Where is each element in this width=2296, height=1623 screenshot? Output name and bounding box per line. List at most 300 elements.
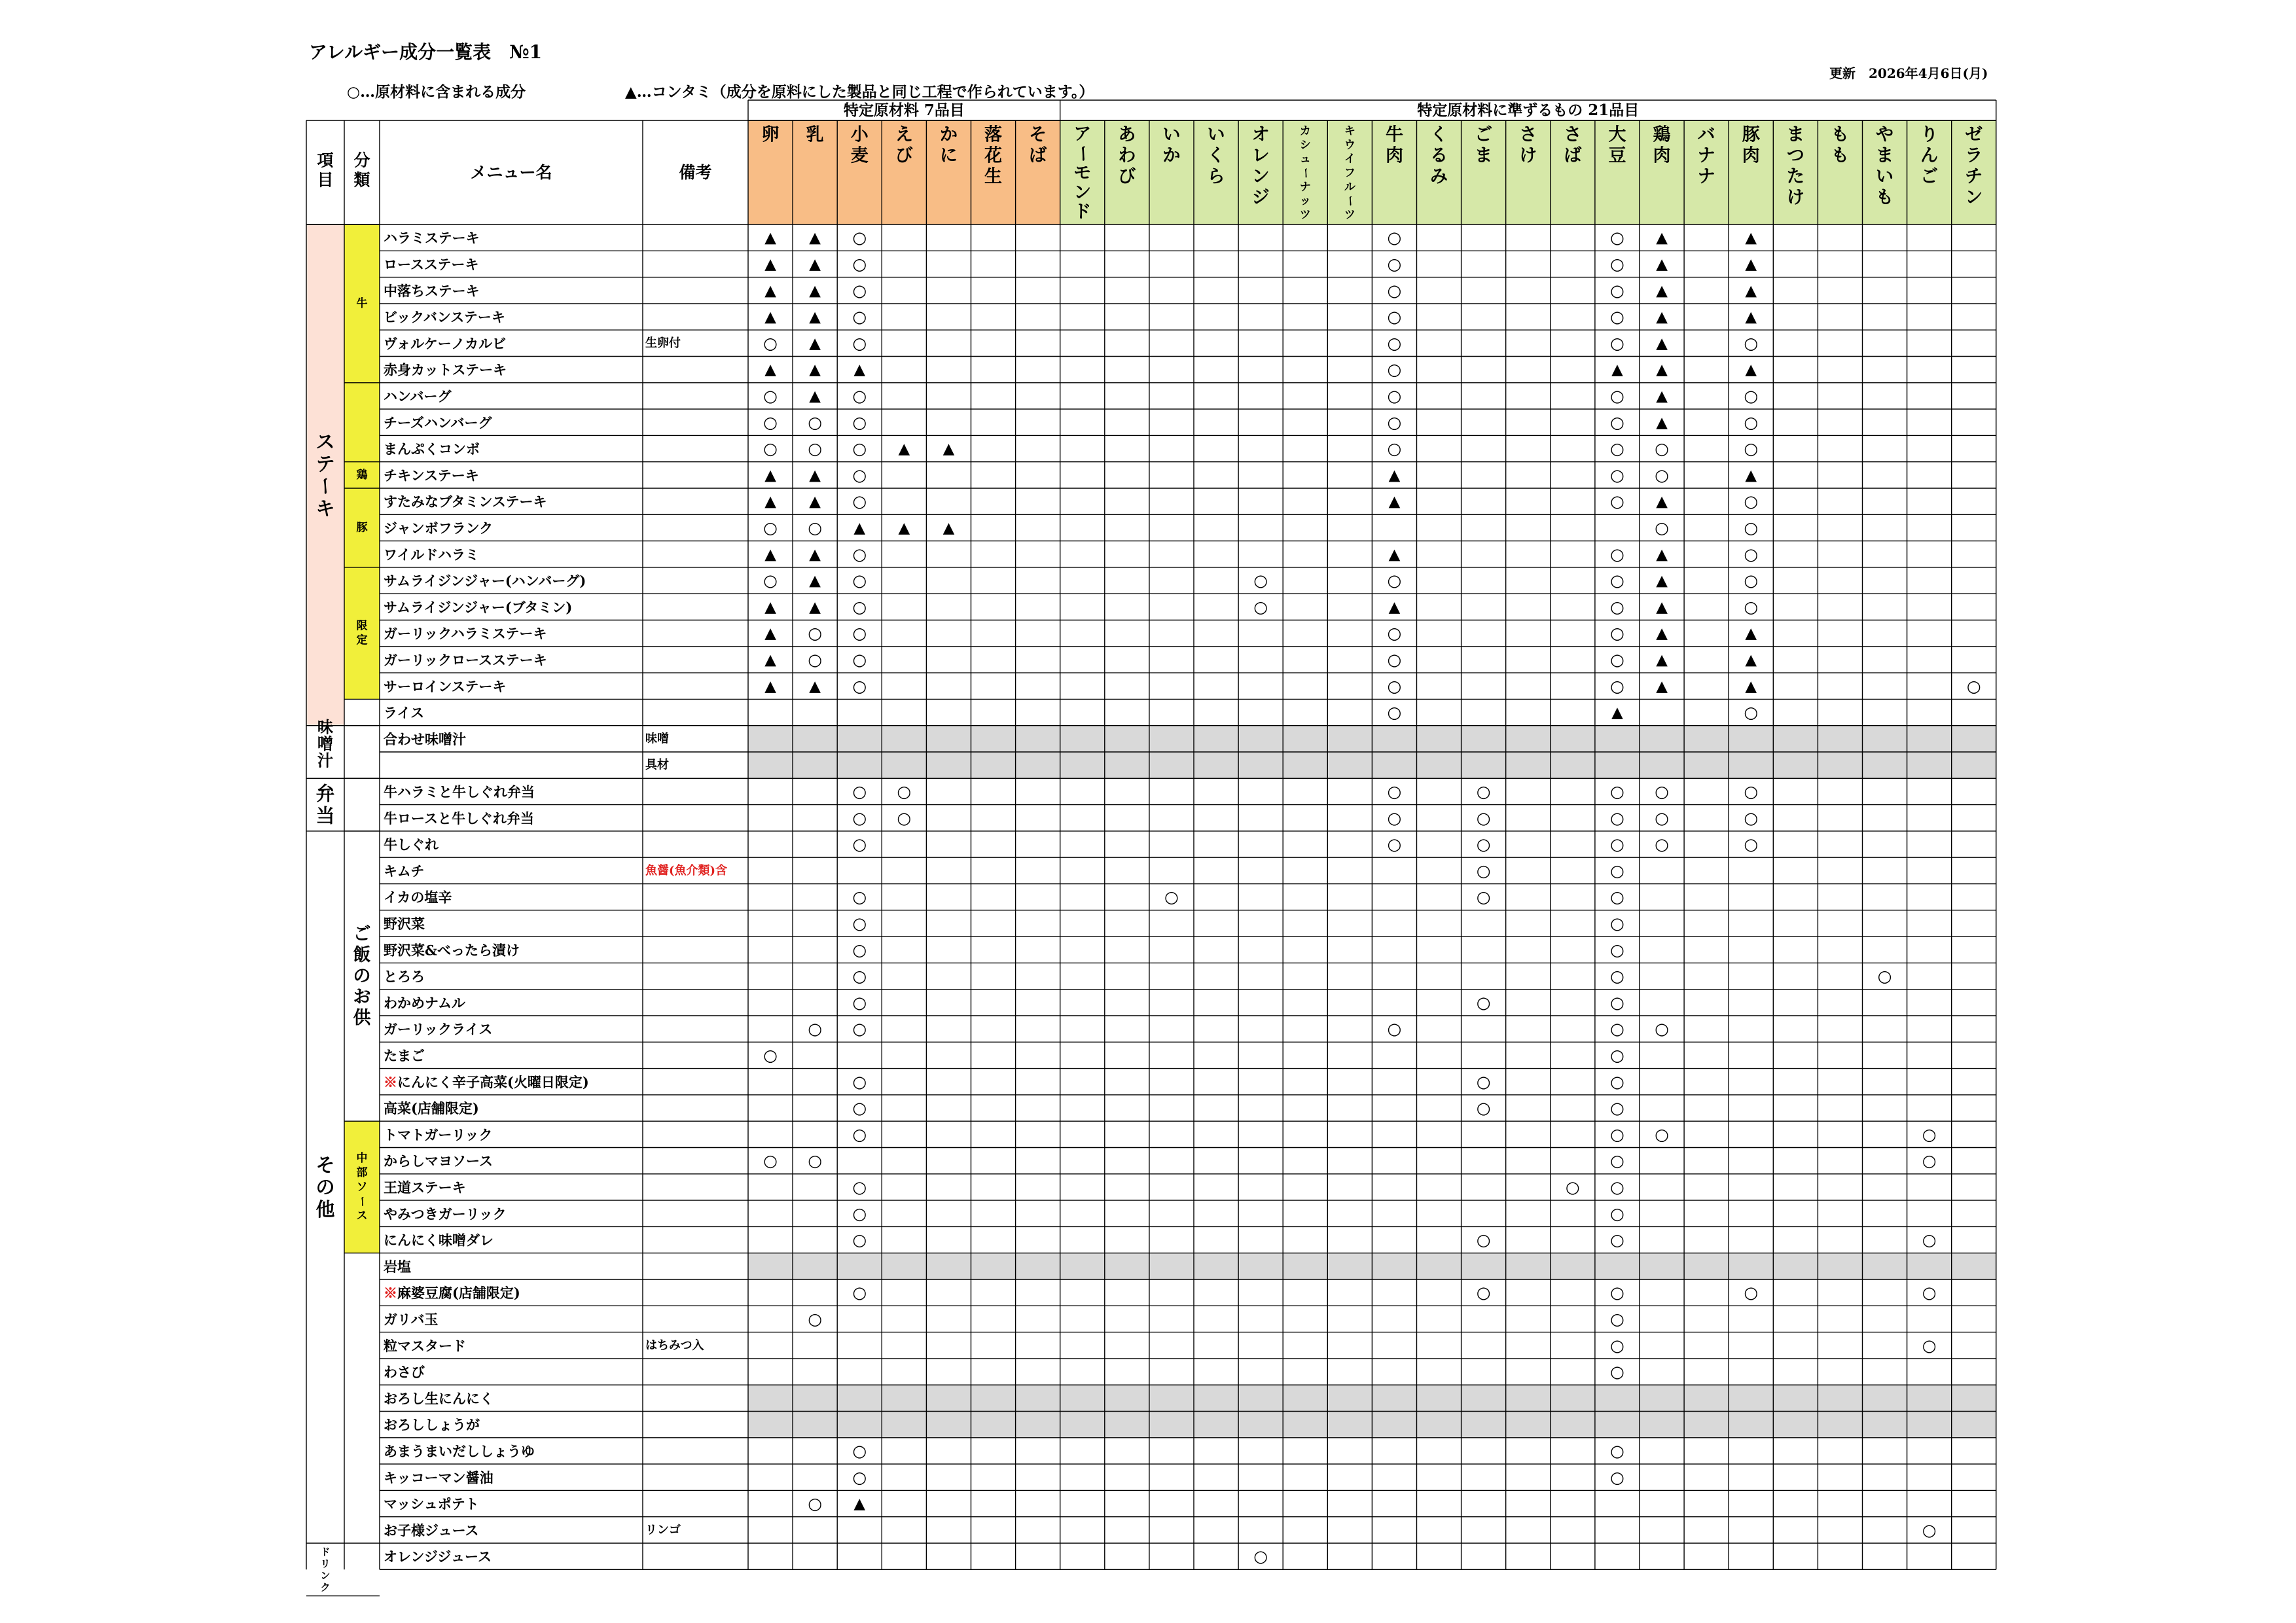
category-label: そ xyxy=(315,1153,335,1176)
allergen-header: く xyxy=(1207,145,1225,166)
circle-mark: ○ xyxy=(852,1204,867,1223)
updated-date: 更新 2026年4月6日(月) xyxy=(1829,65,1988,81)
legend-circle: ○…原材料に含まれる成分 xyxy=(347,83,526,101)
triangle-mark: ▲ xyxy=(809,545,821,563)
circle-mark: ○ xyxy=(763,518,778,537)
circle-mark: ○ xyxy=(763,1151,778,1171)
circle-mark: ○ xyxy=(1744,834,1759,854)
allergen-header: 小 xyxy=(850,124,869,145)
triangle-mark: ▲ xyxy=(1745,651,1757,669)
triangle-mark: ▲ xyxy=(1745,466,1757,484)
circle-mark: ○ xyxy=(852,439,867,459)
allergen-header: カ xyxy=(1299,124,1311,138)
menu-name-text: やみつきガーリック xyxy=(384,1205,507,1222)
circle-mark: ○ xyxy=(852,412,867,432)
allergen-header: ー xyxy=(1343,195,1357,207)
menu-name-text: にんにく味噌ダレ xyxy=(384,1232,493,1249)
allergen-header: り xyxy=(1920,124,1939,145)
circle-mark: ○ xyxy=(1922,1336,1937,1355)
menu-name xyxy=(384,942,520,958)
menu-name-text: キムチ xyxy=(384,862,425,879)
triangle-mark: ▲ xyxy=(1745,361,1757,379)
circle-mark: ○ xyxy=(852,1124,867,1144)
triangle-mark: ▲ xyxy=(898,518,910,537)
menu-name xyxy=(384,704,424,721)
triangle-mark: ▲ xyxy=(1656,255,1668,273)
allergen-header: ー xyxy=(1299,168,1312,179)
subcategory-label: の xyxy=(353,966,371,987)
circle-mark: ○ xyxy=(1610,1283,1624,1302)
allergen-header: チ xyxy=(1965,166,1983,187)
circle-mark: ○ xyxy=(852,781,867,801)
circle-mark: ○ xyxy=(1387,254,1402,274)
circle-mark: ○ xyxy=(852,281,867,300)
group-label-equivalent: 特定原材料に準ずるもの 21品目 xyxy=(1417,101,1640,119)
menu-name-text: 麻婆豆腐(店舗限定) xyxy=(397,1284,520,1301)
menu-name-text: とろろ xyxy=(384,968,425,985)
category-label: 噌 xyxy=(317,734,334,753)
triangle-mark: ▲ xyxy=(764,228,776,247)
triangle-mark: ▲ xyxy=(1745,624,1757,643)
triangle-mark: ▲ xyxy=(853,518,866,537)
circle-mark: ○ xyxy=(1610,940,1624,959)
triangle-mark: ▲ xyxy=(809,492,821,510)
allergen-header: い xyxy=(1207,124,1225,145)
menu-name xyxy=(384,520,493,536)
allergen-header: び xyxy=(895,145,913,166)
asterisk-mark: ※ xyxy=(384,1284,397,1301)
allergen-header: 鶏 xyxy=(1653,124,1671,145)
menu-name xyxy=(384,836,439,853)
circle-mark: ○ xyxy=(852,914,867,933)
circle-mark: ○ xyxy=(1744,808,1759,828)
circle-mark: ○ xyxy=(1476,1230,1491,1250)
menu-name xyxy=(384,573,586,589)
circle-mark: ○ xyxy=(852,386,867,406)
circle-mark: ○ xyxy=(1610,1230,1624,1250)
circle-mark: ○ xyxy=(852,808,867,828)
circle-mark: ○ xyxy=(1387,571,1402,590)
circle-mark: ○ xyxy=(1387,624,1402,643)
circle-mark: ○ xyxy=(1387,281,1402,300)
allergen-header: ん xyxy=(1920,145,1939,166)
allergen-header: ジ xyxy=(1251,187,1270,208)
circle-mark: ○ xyxy=(1253,597,1268,616)
triangle-mark: ▲ xyxy=(764,492,776,510)
circle-mark: ○ xyxy=(852,940,867,959)
triangle-mark: ▲ xyxy=(809,228,821,247)
menu-name-text: あまうまいだししょうゆ xyxy=(384,1442,535,1459)
circle-mark: ○ xyxy=(1387,307,1402,327)
circle-mark: ○ xyxy=(1610,491,1624,511)
allergen-header: モ xyxy=(1073,163,1092,183)
category-label: 弁 xyxy=(315,782,335,805)
circle-mark: ○ xyxy=(1655,834,1669,854)
subcategory-label: 中 xyxy=(356,1151,368,1165)
allergen-header: 豚 xyxy=(1742,124,1760,145)
allergen-header: ル xyxy=(1344,180,1355,194)
allergen-header: 乳 xyxy=(806,124,824,145)
triangle-mark: ▲ xyxy=(1388,492,1401,510)
category-label: の xyxy=(315,1175,335,1198)
circle-mark: ○ xyxy=(852,887,867,907)
menu-name-text: ビックバンステーキ xyxy=(384,308,505,325)
menu-name xyxy=(384,256,479,272)
circle-mark: ○ xyxy=(1610,465,1624,485)
circle-mark: ○ xyxy=(1610,228,1624,247)
allergen-header: 落 xyxy=(984,124,1003,145)
triangle-mark: ▲ xyxy=(1745,677,1757,695)
circle-mark: ○ xyxy=(1610,1336,1624,1355)
circle-mark: ○ xyxy=(808,1494,823,1514)
allergen-header: シ xyxy=(1299,138,1311,152)
triangle-mark: ▲ xyxy=(1745,228,1757,247)
menu-name xyxy=(384,1390,493,1406)
allergen-header: 花 xyxy=(984,145,1003,166)
allergen-header: ナ xyxy=(1697,166,1715,187)
allergen-header: ば xyxy=(1029,145,1047,166)
menu-name-text: たまご xyxy=(384,1046,425,1063)
circle-mark: ○ xyxy=(1610,650,1624,669)
circle-mark: ○ xyxy=(1610,1362,1624,1382)
allergen-header: 肉 xyxy=(1385,145,1403,166)
circle-mark: ○ xyxy=(852,597,867,616)
circle-mark: ○ xyxy=(852,1441,867,1461)
menu-name-text: マッシュポテト xyxy=(384,1495,479,1512)
circle-mark: ○ xyxy=(1610,386,1624,406)
menu-name-text: お子様ジュース xyxy=(384,1522,479,1539)
triangle-mark: ▲ xyxy=(1656,624,1668,643)
allergen-header: け xyxy=(1786,187,1804,208)
allergen-header: ナ xyxy=(1299,180,1311,194)
subcategory-label: 豚 xyxy=(356,521,368,535)
circle-mark: ○ xyxy=(1610,914,1624,933)
allergen-header: ツ xyxy=(1299,208,1311,222)
menu-name xyxy=(384,968,425,984)
menu-name-text: ヴォルケーノカルビ xyxy=(384,334,507,351)
circle-mark: ○ xyxy=(1610,333,1624,353)
circle-mark: ○ xyxy=(1922,1230,1937,1250)
allergen-header: 生 xyxy=(984,166,1003,187)
category-label: ー xyxy=(314,476,336,496)
menu-name-text: ハンバーグ xyxy=(384,387,452,404)
menu-name-text: キッコーマン醤油 xyxy=(384,1469,493,1486)
category-label: 当 xyxy=(315,804,335,827)
menu-name-text: イカの塩辛 xyxy=(384,889,452,906)
menu-name xyxy=(384,1100,479,1116)
circle-mark: ○ xyxy=(1387,834,1402,854)
circle-mark: ○ xyxy=(852,624,867,643)
menu-name xyxy=(384,1258,411,1274)
menu-name-text: わさび xyxy=(384,1363,425,1380)
circle-mark: ○ xyxy=(852,465,867,485)
circle-mark: ○ xyxy=(1610,624,1624,643)
circle-mark: ○ xyxy=(852,967,867,986)
menu-name-text: 赤身カットステーキ xyxy=(384,361,507,378)
allergen-header: ア xyxy=(1073,124,1092,145)
circle-mark: ○ xyxy=(1387,808,1402,828)
menu-name-text: サムライジンジャー(ハンバーグ) xyxy=(384,572,586,589)
triangle-mark: ▲ xyxy=(809,308,821,326)
menu-name xyxy=(384,915,425,931)
menu-name xyxy=(384,730,466,747)
triangle-mark: ▲ xyxy=(1611,361,1623,379)
header-menu: メニュー名 xyxy=(470,163,552,182)
circle-mark: ○ xyxy=(1610,887,1624,907)
triangle-mark: ▲ xyxy=(809,597,821,616)
circle-mark: ○ xyxy=(852,333,867,353)
circle-mark: ○ xyxy=(808,1019,823,1039)
triangle-mark: ▲ xyxy=(1656,492,1668,510)
menu-name-text: ガーリックハラミステーキ xyxy=(384,625,547,642)
circle-mark: ○ xyxy=(1744,1283,1759,1302)
allergen-header: フ xyxy=(1344,166,1355,180)
menu-name-text: ガーリックロースステーキ xyxy=(384,651,547,668)
triangle-mark: ▲ xyxy=(764,361,776,379)
triangle-mark: ▲ xyxy=(764,281,776,300)
allergen-header: さ xyxy=(1519,124,1537,145)
category-label: 味 xyxy=(317,717,334,737)
header-subcategory: 類 xyxy=(353,170,370,190)
menu-name-text: ワイルドハラミ xyxy=(384,546,479,563)
circle-mark: ○ xyxy=(1610,1098,1624,1118)
triangle-mark: ▲ xyxy=(853,361,866,379)
allergen-header: ま xyxy=(1786,124,1804,145)
allergen-header: あ xyxy=(1118,124,1136,145)
circle-mark: ○ xyxy=(1387,650,1402,669)
menu-name xyxy=(384,1522,479,1538)
circle-mark: ○ xyxy=(1655,465,1669,485)
circle-mark: ○ xyxy=(1922,1520,1937,1540)
circle-mark: ○ xyxy=(1610,808,1624,828)
triangle-mark: ▲ xyxy=(1656,281,1668,300)
circle-mark: ○ xyxy=(852,228,867,247)
triangle-mark: ▲ xyxy=(764,677,776,695)
triangle-mark: ▲ xyxy=(764,651,776,669)
allergen-header: ッ xyxy=(1299,194,1311,208)
circle-mark: ○ xyxy=(852,571,867,590)
allergen-header: わ xyxy=(1118,145,1136,166)
remarks-note: 具材 xyxy=(645,758,669,772)
menu-name xyxy=(384,1021,492,1037)
menu-name xyxy=(384,678,506,694)
circle-mark: ○ xyxy=(1655,518,1669,537)
category-label: ク xyxy=(320,1581,331,1594)
triangle-mark: ▲ xyxy=(764,466,776,484)
triangle-mark: ▲ xyxy=(942,518,955,537)
menu-name xyxy=(384,783,535,800)
circle-mark: ○ xyxy=(808,650,823,669)
circle-mark: ○ xyxy=(1744,412,1759,432)
category-label: ド xyxy=(320,1546,331,1558)
circle-mark: ○ xyxy=(1610,1019,1624,1039)
circle-mark: ○ xyxy=(1966,676,1981,696)
menu-name-text: 粒マスタード xyxy=(384,1337,466,1354)
triangle-mark: ▲ xyxy=(1656,334,1668,352)
allergen-header: イ xyxy=(1344,152,1355,166)
allergen-header: え xyxy=(895,124,913,145)
circle-mark: ○ xyxy=(1387,333,1402,353)
menu-name-text: 王道ステーキ xyxy=(384,1179,466,1196)
triangle-mark: ▲ xyxy=(898,440,910,458)
menu-name xyxy=(384,1152,493,1169)
triangle-mark: ▲ xyxy=(764,545,776,563)
menu-name xyxy=(384,309,505,325)
allergen-header: や xyxy=(1876,124,1894,145)
allergen-header: 肉 xyxy=(1742,145,1760,166)
menu-name xyxy=(384,1205,507,1222)
allergen-header: ラ xyxy=(1965,145,1983,166)
menu-name xyxy=(384,467,479,483)
menu-name xyxy=(384,1311,438,1327)
circle-mark: ○ xyxy=(1476,887,1491,907)
allergen-header: る xyxy=(1430,145,1448,166)
menu-name xyxy=(384,361,507,378)
allergen-header: ご xyxy=(1475,124,1493,145)
allergen-header: さ xyxy=(1564,124,1582,145)
menu-name xyxy=(384,414,492,431)
circle-mark: ○ xyxy=(1610,1441,1624,1461)
allergen-header: 肉 xyxy=(1653,145,1671,166)
menu-name xyxy=(384,230,480,246)
triangle-mark: ▲ xyxy=(1656,413,1668,431)
circle-mark: ○ xyxy=(1610,781,1624,801)
allergen-header: 卵 xyxy=(761,124,780,145)
circle-mark: ○ xyxy=(1655,808,1669,828)
subcategory-label: お xyxy=(353,987,371,1008)
allergen-header: つ xyxy=(1786,145,1804,166)
allergen-header: ら xyxy=(1207,166,1225,187)
circle-mark: ○ xyxy=(1744,703,1759,722)
circle-mark: ○ xyxy=(852,491,867,511)
circle-mark: ○ xyxy=(763,386,778,406)
menu-name-text: 高菜(店舗限定) xyxy=(384,1099,479,1116)
triangle-mark: ▲ xyxy=(1656,228,1668,247)
circle-mark: ○ xyxy=(763,412,778,432)
menu-name xyxy=(384,1548,492,1565)
menu-name xyxy=(384,1126,493,1143)
circle-mark: ○ xyxy=(1744,544,1759,564)
remarks-note: はちみつ入 xyxy=(645,1338,704,1353)
allergen-header: ド xyxy=(1073,202,1092,223)
subcategory-label: 限 xyxy=(356,619,368,633)
allergen-header: ュ xyxy=(1299,152,1311,166)
circle-mark: ○ xyxy=(1610,307,1624,327)
circle-mark: ○ xyxy=(1922,1151,1937,1171)
menu-name-text: 中落ちステーキ xyxy=(384,282,480,299)
circle-mark: ○ xyxy=(1655,781,1669,801)
allergen-header: 牛 xyxy=(1385,124,1403,145)
legend-triangle: ▲…コンタミ（成分を原料にした製品と同じ工程で作られています。） xyxy=(625,83,1094,101)
subcategory-label: 飯 xyxy=(353,945,371,966)
remarks-note: 味噌 xyxy=(645,732,669,746)
circle-mark: ○ xyxy=(1387,676,1402,696)
circle-mark: ○ xyxy=(1655,1124,1669,1144)
allergen-header: に xyxy=(939,145,958,166)
circle-mark: ○ xyxy=(1922,1283,1937,1302)
menu-name xyxy=(384,1364,425,1380)
circle-mark: ○ xyxy=(1253,1546,1268,1566)
menu-name xyxy=(384,1416,480,1433)
menu-name-text: からしマヨソース xyxy=(384,1152,493,1169)
circle-mark: ○ xyxy=(1610,1177,1624,1197)
allergen-header: け xyxy=(1519,145,1537,166)
menu-name-text: チキンステーキ xyxy=(384,467,479,484)
menu-name xyxy=(384,387,452,404)
circle-mark: ○ xyxy=(1744,439,1759,459)
menu-name-text: オレンジジュース xyxy=(384,1548,492,1565)
circle-mark: ○ xyxy=(1164,887,1179,907)
circle-mark: ○ xyxy=(1476,781,1491,801)
allergen-header: か xyxy=(939,124,958,145)
circle-mark: ○ xyxy=(852,993,867,1012)
triangle-mark: ▲ xyxy=(1611,704,1623,722)
circle-mark: ○ xyxy=(852,307,867,327)
menu-name xyxy=(384,810,534,826)
circle-mark: ○ xyxy=(852,1098,867,1118)
allergen-header: ば xyxy=(1564,145,1582,166)
circle-mark: ○ xyxy=(1387,1019,1402,1039)
allergen-header: び xyxy=(1118,166,1136,187)
triangle-mark: ▲ xyxy=(809,255,821,273)
circle-mark: ○ xyxy=(808,518,823,537)
circle-mark: ○ xyxy=(1476,1098,1491,1118)
circle-mark: ○ xyxy=(763,439,778,459)
menu-name xyxy=(384,1073,589,1090)
category-label: ン xyxy=(320,1569,331,1582)
subcategory-label: ご xyxy=(353,924,371,945)
circle-mark: ○ xyxy=(852,650,867,669)
circle-mark: ○ xyxy=(1387,412,1402,432)
allergen-header: ン xyxy=(1073,182,1092,203)
circle-mark: ○ xyxy=(852,254,867,274)
circle-mark: ○ xyxy=(1922,1124,1937,1144)
menu-name xyxy=(384,546,479,562)
triangle-mark: ▲ xyxy=(1388,597,1401,616)
menu-name-text: トマトガーリック xyxy=(384,1126,493,1143)
allergen-header: ン xyxy=(1251,166,1270,187)
triangle-mark: ▲ xyxy=(764,597,776,616)
subcategory-bg xyxy=(344,567,380,700)
circle-mark: ○ xyxy=(1565,1177,1580,1197)
category-label: テ xyxy=(315,452,335,475)
allergen-header: ツ xyxy=(1344,208,1355,222)
triangle-mark: ▲ xyxy=(853,1495,866,1513)
menu-name xyxy=(384,1442,535,1459)
allergen-header: か xyxy=(1162,145,1181,166)
circle-mark: ○ xyxy=(1744,386,1759,406)
circle-mark: ○ xyxy=(1610,597,1624,616)
category-label: 汁 xyxy=(317,751,334,770)
circle-mark: ○ xyxy=(1387,386,1402,406)
circle-mark: ○ xyxy=(1476,861,1491,880)
circle-mark: ○ xyxy=(1744,781,1759,801)
allergen-header: も xyxy=(1831,145,1849,166)
circle-mark: ○ xyxy=(1744,571,1759,590)
allergen-header: み xyxy=(1430,166,1448,187)
category-label: ス xyxy=(315,430,335,453)
subcategory-label: 供 xyxy=(353,1008,371,1029)
category-label: キ xyxy=(315,497,335,520)
menu-name-text: ジャンボフランク xyxy=(384,519,493,536)
triangle-mark: ▲ xyxy=(1656,597,1668,616)
circle-mark: ○ xyxy=(1610,1151,1624,1171)
menu-name xyxy=(384,440,480,457)
triangle-mark: ▲ xyxy=(764,308,776,326)
menu-name xyxy=(384,1337,466,1353)
circle-mark: ○ xyxy=(1476,834,1491,854)
allergen-header: ナ xyxy=(1697,145,1715,166)
